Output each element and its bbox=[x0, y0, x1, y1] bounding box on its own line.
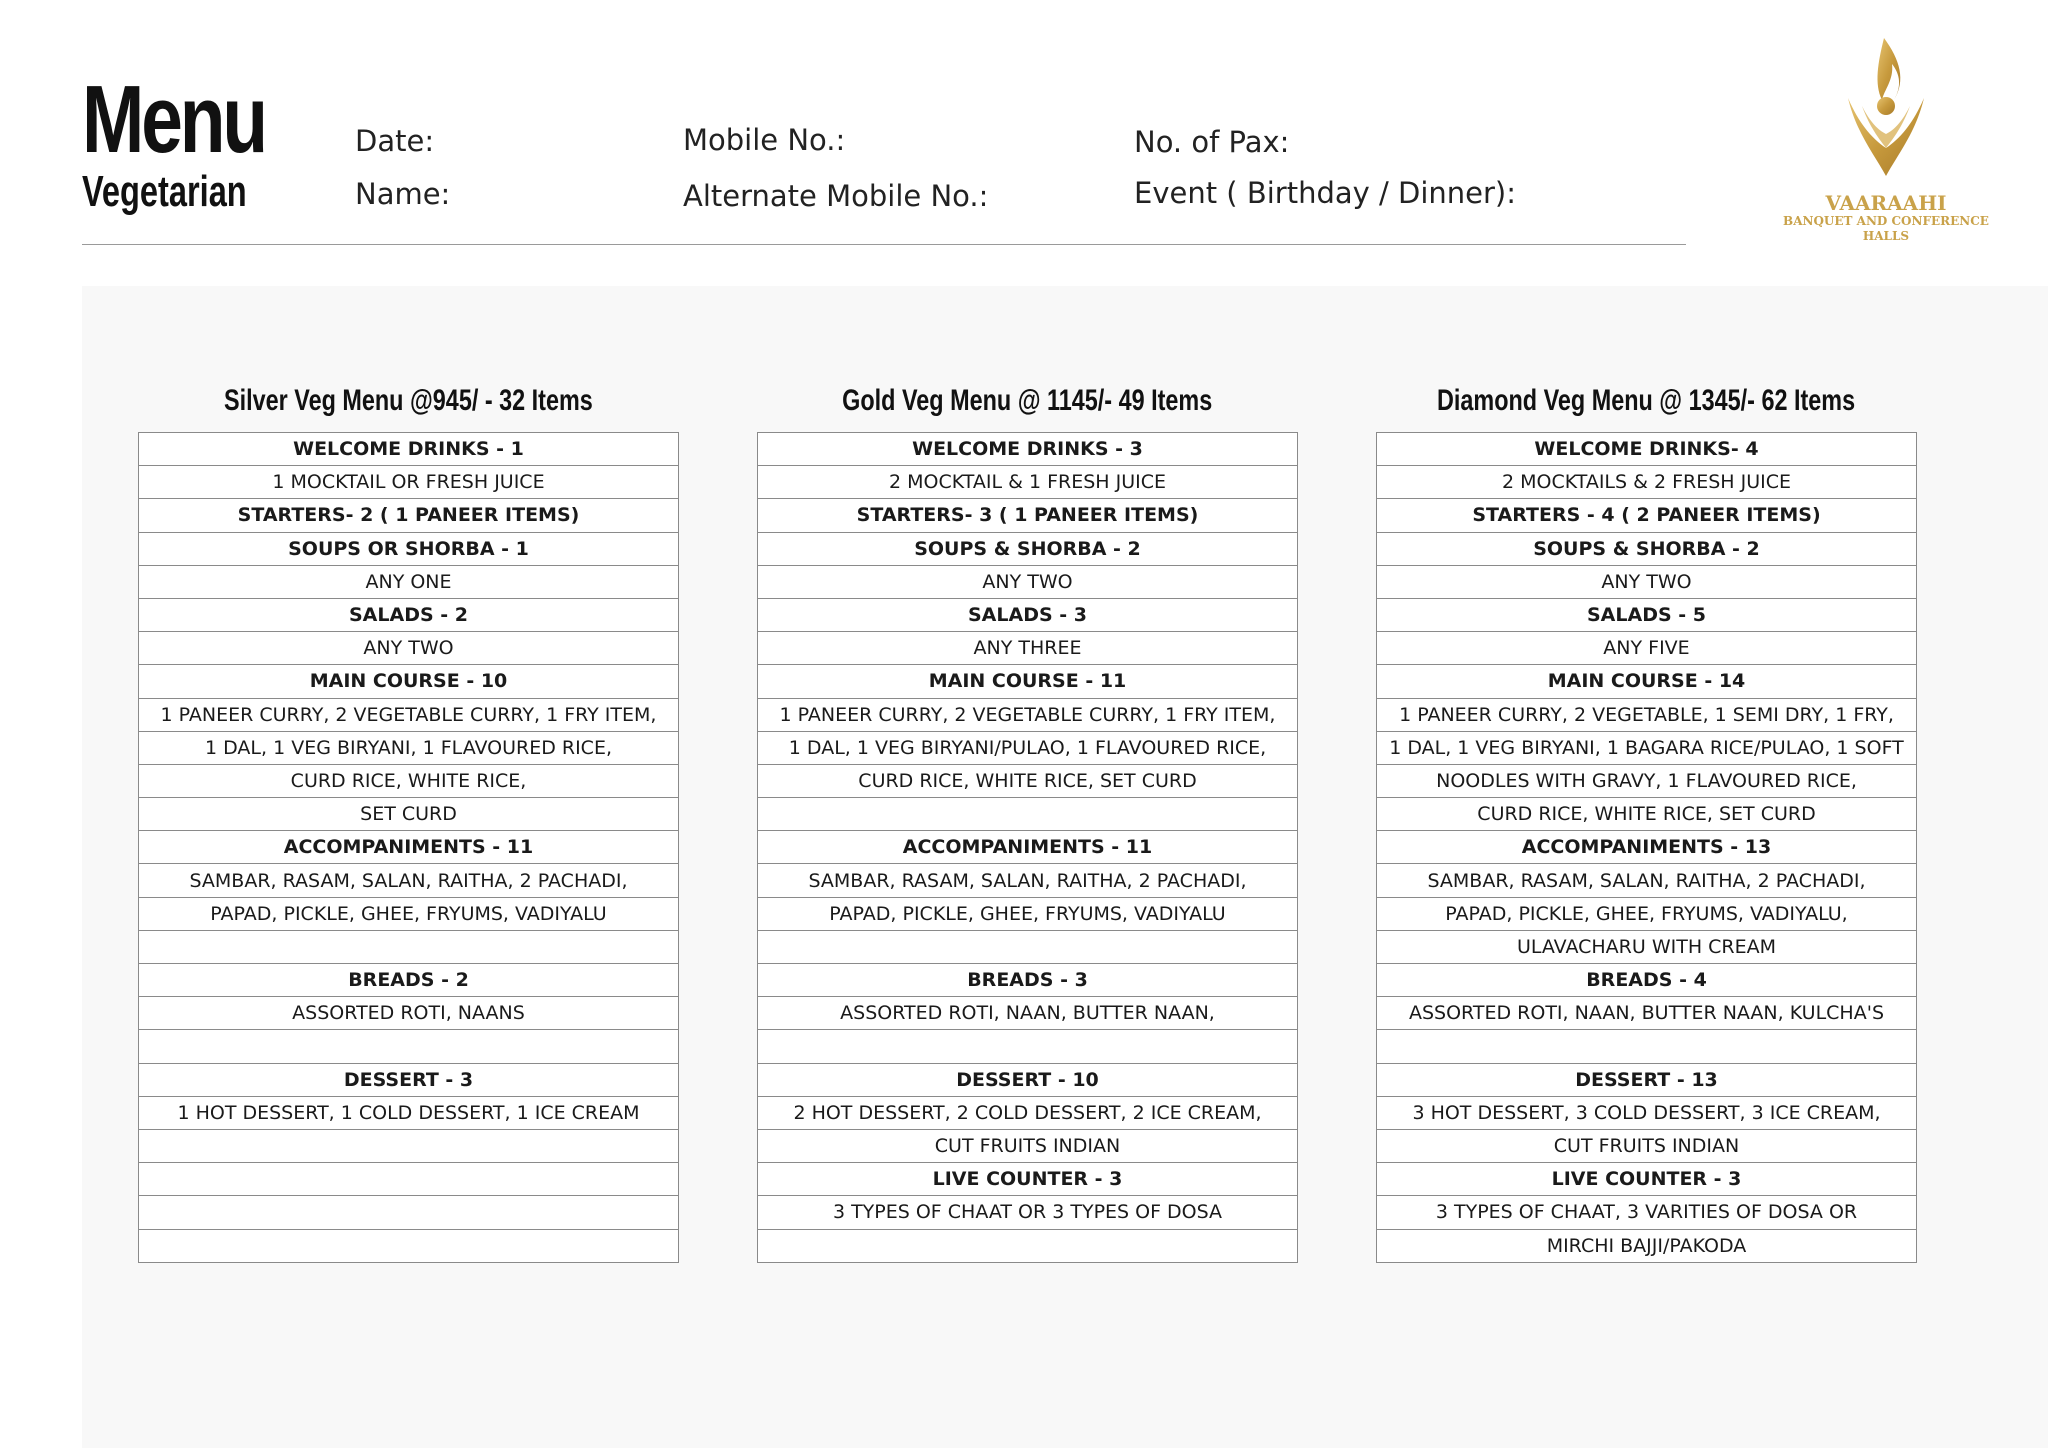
menu-row bbox=[139, 499, 679, 532]
menu-item-text bbox=[139, 1196, 679, 1229]
menu-section-heading: ACCOMPANIMENTS - 11 bbox=[139, 831, 679, 864]
menu-row bbox=[139, 1063, 679, 1096]
menu-item-text: 3 TYPES OF CHAAT, 3 VARITIES OF DOSA OR bbox=[1377, 1196, 1917, 1229]
menu-row bbox=[758, 1096, 1298, 1129]
menu-row bbox=[758, 798, 1298, 831]
menu-section-heading: BREADS - 4 bbox=[1377, 964, 1917, 997]
menu-item-text: ULAVACHARU WITH CREAM bbox=[1377, 930, 1917, 963]
menu-section-heading: SALADS - 3 bbox=[758, 598, 1298, 631]
menu-row bbox=[1377, 930, 1917, 963]
menu-section-heading: DESSERT - 3 bbox=[139, 1063, 679, 1096]
page-subtitle: Vegetarian bbox=[82, 167, 247, 216]
menu-row bbox=[1377, 698, 1917, 731]
logo-tagline bbox=[1766, 214, 2006, 244]
menu-item-text bbox=[1377, 1030, 1917, 1063]
menu-row bbox=[1377, 433, 1917, 466]
gold-menu-heading: Gold Veg Menu @ 1145/- 49 Items bbox=[842, 384, 1213, 417]
menu-row bbox=[139, 698, 679, 731]
menu-item-text: ANY THREE bbox=[758, 632, 1298, 665]
menu-item-text: SET CURD bbox=[139, 798, 679, 831]
menu-item-text bbox=[758, 1030, 1298, 1063]
menu-item-text: ANY TWO bbox=[758, 565, 1298, 598]
menu-row bbox=[758, 1063, 1298, 1096]
menu-row bbox=[1377, 1063, 1917, 1096]
menu-row bbox=[758, 632, 1298, 665]
menu-row bbox=[758, 1030, 1298, 1063]
menu-section-heading: SOUPS & SHORBA - 2 bbox=[758, 532, 1298, 565]
menu-item-text: 3 TYPES OF CHAAT OR 3 TYPES OF DOSA bbox=[758, 1196, 1298, 1229]
menu-section-heading: SOUPS & SHORBA - 2 bbox=[1377, 532, 1917, 565]
menu-item-text: 1 PANEER CURRY, 2 VEGETABLE, 1 SEMI DRY, 1 FRY, bbox=[1377, 698, 1917, 731]
date-field-label: Date: bbox=[355, 124, 435, 158]
menu-section-heading: BREADS - 2 bbox=[139, 964, 679, 997]
menu-row bbox=[1377, 964, 1917, 997]
menu-row bbox=[139, 764, 679, 797]
vaaraahi-logo bbox=[1766, 36, 2006, 250]
menu-item-text: 2 MOCKTAIL & 1 FRESH JUICE bbox=[758, 466, 1298, 499]
menu-row bbox=[139, 798, 679, 831]
menu-item-text: SAMBAR, RASAM, SALAN, RAITHA, 2 PACHADI, bbox=[1377, 864, 1917, 897]
menu-row bbox=[758, 598, 1298, 631]
menu-item-text: 3 HOT DESSERT, 3 COLD DESSERT, 3 ICE CREAM, bbox=[1377, 1096, 1917, 1129]
menu-section-heading: ACCOMPANIMENTS - 11 bbox=[758, 831, 1298, 864]
menu-section-heading: WELCOME DRINKS- 4 bbox=[1377, 433, 1917, 466]
menu-section-heading: DESSERT - 10 bbox=[758, 1063, 1298, 1096]
menu-row bbox=[139, 897, 679, 930]
menu-row bbox=[1377, 565, 1917, 598]
menu-item-text: CUT FRUITS INDIAN bbox=[1377, 1129, 1917, 1162]
menu-item-text: PAPAD, PICKLE, GHEE, FRYUMS, VADIYALU bbox=[758, 897, 1298, 930]
menu-item-text: 1 MOCKTAIL OR FRESH JUICE bbox=[139, 466, 679, 499]
menu-row bbox=[758, 665, 1298, 698]
menu-section-heading: WELCOME DRINKS - 3 bbox=[758, 433, 1298, 466]
menu-row bbox=[139, 1096, 679, 1129]
menu-row bbox=[1377, 1096, 1917, 1129]
menu-item-text: 1 DAL, 1 VEG BIRYANI, 1 FLAVOURED RICE, bbox=[139, 731, 679, 764]
menu-row bbox=[758, 930, 1298, 963]
menu-row bbox=[758, 831, 1298, 864]
menu-row bbox=[758, 964, 1298, 997]
menu-section-heading: SALADS - 2 bbox=[139, 598, 679, 631]
menu-row bbox=[758, 731, 1298, 764]
menu-row bbox=[139, 731, 679, 764]
menu-row bbox=[758, 1163, 1298, 1196]
menu-row bbox=[758, 897, 1298, 930]
menu-item-text: MIRCHI BAJJI/PAKODA bbox=[1377, 1229, 1917, 1262]
silver-menu-table bbox=[138, 432, 679, 1263]
menu-row bbox=[758, 532, 1298, 565]
silver-menu-heading: Silver Veg Menu @945/ - 32 Items bbox=[224, 384, 593, 417]
gold-menu-table bbox=[757, 432, 1298, 1263]
diamond-menu bbox=[1376, 378, 1917, 1263]
menu-row bbox=[139, 1229, 679, 1262]
mobile-field-label: Mobile No.: bbox=[683, 123, 846, 157]
menu-row bbox=[1377, 632, 1917, 665]
menu-row bbox=[139, 1129, 679, 1162]
menu-item-text bbox=[139, 1163, 679, 1196]
page-title: Menu bbox=[82, 66, 266, 173]
menu-item-text: 2 HOT DESSERT, 2 COLD DESSERT, 2 ICE CREAM, bbox=[758, 1096, 1298, 1129]
menu-item-text bbox=[758, 930, 1298, 963]
menu-item-text bbox=[139, 930, 679, 963]
menu-section-heading: SALADS - 5 bbox=[1377, 598, 1917, 631]
menu-item-text: 1 HOT DESSERT, 1 COLD DESSERT, 1 ICE CREAM bbox=[139, 1096, 679, 1129]
menu-row bbox=[139, 598, 679, 631]
menu-row bbox=[758, 433, 1298, 466]
menu-section-heading: MAIN COURSE - 10 bbox=[139, 665, 679, 698]
menu-item-text: SAMBAR, RASAM, SALAN, RAITHA, 2 PACHADI, bbox=[139, 864, 679, 897]
menu-item-text: 1 DAL, 1 VEG BIRYANI/PULAO, 1 FLAVOURED RICE, bbox=[758, 731, 1298, 764]
menu-row bbox=[1377, 731, 1917, 764]
menu-item-text bbox=[758, 798, 1298, 831]
menu-row bbox=[139, 964, 679, 997]
diamond-menu-table bbox=[1376, 432, 1917, 1263]
gold-menu bbox=[757, 378, 1298, 1263]
menu-row bbox=[139, 930, 679, 963]
menu-section-heading: WELCOME DRINKS - 1 bbox=[139, 433, 679, 466]
menu-item-text: ANY TWO bbox=[1377, 565, 1917, 598]
logo-name: VAARAAHI bbox=[1825, 191, 1947, 215]
menu-item-text: CUT FRUITS INDIAN bbox=[758, 1129, 1298, 1162]
menu-row bbox=[139, 466, 679, 499]
menu-item-text: 1 PANEER CURRY, 2 VEGETABLE CURRY, 1 FRY ITEM, bbox=[758, 698, 1298, 731]
menu-row bbox=[758, 499, 1298, 532]
menu-item-text: ANY TWO bbox=[139, 632, 679, 665]
event-field-label: Event ( Birthday / Dinner): bbox=[1134, 176, 1516, 210]
menu-item-text bbox=[139, 1129, 679, 1162]
menu-row bbox=[758, 466, 1298, 499]
menu-row bbox=[1377, 499, 1917, 532]
menu-row bbox=[758, 864, 1298, 897]
menu-row bbox=[139, 433, 679, 466]
menu-item-text bbox=[758, 1229, 1298, 1262]
menu-item-text bbox=[139, 1229, 679, 1262]
menu-row bbox=[1377, 466, 1917, 499]
menu-item-text: ASSORTED ROTI, NAAN, BUTTER NAAN, bbox=[758, 997, 1298, 1030]
menu-row bbox=[139, 1030, 679, 1063]
menu-row bbox=[1377, 532, 1917, 565]
diamond-menu-heading: Diamond Veg Menu @ 1345/- 62 Items bbox=[1437, 384, 1856, 417]
header-divider bbox=[82, 244, 1686, 245]
menu-item-text: 1 PANEER CURRY, 2 VEGETABLE CURRY, 1 FRY ITEM, bbox=[139, 698, 679, 731]
menu-item-text: PAPAD, PICKLE, GHEE, FRYUMS, VADIYALU, bbox=[1377, 897, 1917, 930]
menu-row bbox=[1377, 1163, 1917, 1196]
menu-row bbox=[1377, 1229, 1917, 1262]
menu-item-text: CURD RICE, WHITE RICE, SET CURD bbox=[758, 764, 1298, 797]
menu-row bbox=[139, 1163, 679, 1196]
menu-section-heading: STARTERS - 4 ( 2 PANEER ITEMS) bbox=[1377, 499, 1917, 532]
menu-section-heading: STARTERS- 2 ( 1 PANEER ITEMS) bbox=[139, 499, 679, 532]
logo-tagline-line-2: HALLS bbox=[1862, 229, 1910, 243]
logo-tagline-line-1: BANQUET AND CONFERENCE bbox=[1783, 214, 1989, 228]
menu-section-heading: LIVE COUNTER - 3 bbox=[758, 1163, 1298, 1196]
menu-row bbox=[1377, 864, 1917, 897]
menu-row bbox=[758, 1229, 1298, 1262]
menu-item-text: SAMBAR, RASAM, SALAN, RAITHA, 2 PACHADI, bbox=[758, 864, 1298, 897]
menu-item-text: PAPAD, PICKLE, GHEE, FRYUMS, VADIYALU bbox=[139, 897, 679, 930]
menu-item-text: 2 MOCKTAILS & 2 FRESH JUICE bbox=[1377, 466, 1917, 499]
menu-section-heading: DESSERT - 13 bbox=[1377, 1063, 1917, 1096]
menu-item-text: ANY FIVE bbox=[1377, 632, 1917, 665]
menu-row bbox=[139, 864, 679, 897]
menu-row bbox=[139, 632, 679, 665]
menu-section-heading: LIVE COUNTER - 3 bbox=[1377, 1163, 1917, 1196]
silver-menu bbox=[138, 378, 679, 1263]
menu-item-text bbox=[139, 1030, 679, 1063]
menu-row bbox=[758, 698, 1298, 731]
menu-row bbox=[139, 997, 679, 1030]
alternate-mobile-field-label: Alternate Mobile No.: bbox=[683, 179, 989, 213]
menu-section-heading: BREADS - 3 bbox=[758, 964, 1298, 997]
menu-section-heading: STARTERS- 3 ( 1 PANEER ITEMS) bbox=[758, 499, 1298, 532]
menu-item-text: ASSORTED ROTI, NAANS bbox=[139, 997, 679, 1030]
menu-section-heading: SOUPS OR SHORBA - 1 bbox=[139, 532, 679, 565]
pax-field-label: No. of Pax: bbox=[1134, 125, 1290, 159]
menu-row bbox=[1377, 1030, 1917, 1063]
menu-item-text: ASSORTED ROTI, NAAN, BUTTER NAAN, KULCHA'S bbox=[1377, 997, 1917, 1030]
menu-row bbox=[1377, 831, 1917, 864]
name-field-label: Name: bbox=[355, 177, 451, 211]
menu-section-heading: ACCOMPANIMENTS - 13 bbox=[1377, 831, 1917, 864]
menu-row bbox=[139, 532, 679, 565]
menu-item-text: ANY ONE bbox=[139, 565, 679, 598]
menu-row bbox=[1377, 665, 1917, 698]
menu-section-heading: MAIN COURSE - 14 bbox=[1377, 665, 1917, 698]
menu-row bbox=[139, 565, 679, 598]
menu-item-text: 1 DAL, 1 VEG BIRYANI, 1 BAGARA RICE/PULAO, 1 SOFT bbox=[1377, 731, 1917, 764]
menu-row bbox=[139, 831, 679, 864]
menu-row bbox=[758, 1129, 1298, 1162]
menu-row bbox=[139, 665, 679, 698]
menu-item-text: CURD RICE, WHITE RICE, bbox=[139, 764, 679, 797]
menu-item-text: NOODLES WITH GRAVY, 1 FLAVOURED RICE, bbox=[1377, 764, 1917, 797]
menu-row bbox=[1377, 997, 1917, 1030]
flame-figure-icon bbox=[1766, 36, 2006, 192]
menu-row bbox=[1377, 764, 1917, 797]
menu-row bbox=[1377, 1196, 1917, 1229]
menu-section-heading: MAIN COURSE - 11 bbox=[758, 665, 1298, 698]
menu-row bbox=[758, 1196, 1298, 1229]
menu-row bbox=[758, 565, 1298, 598]
menu-row bbox=[758, 997, 1298, 1030]
menu-row bbox=[1377, 798, 1917, 831]
menu-row bbox=[139, 1196, 679, 1229]
menu-row bbox=[1377, 1129, 1917, 1162]
menu-row bbox=[758, 764, 1298, 797]
menu-item-text: CURD RICE, WHITE RICE, SET CURD bbox=[1377, 798, 1917, 831]
menu-row bbox=[1377, 598, 1917, 631]
menu-row bbox=[1377, 897, 1917, 930]
